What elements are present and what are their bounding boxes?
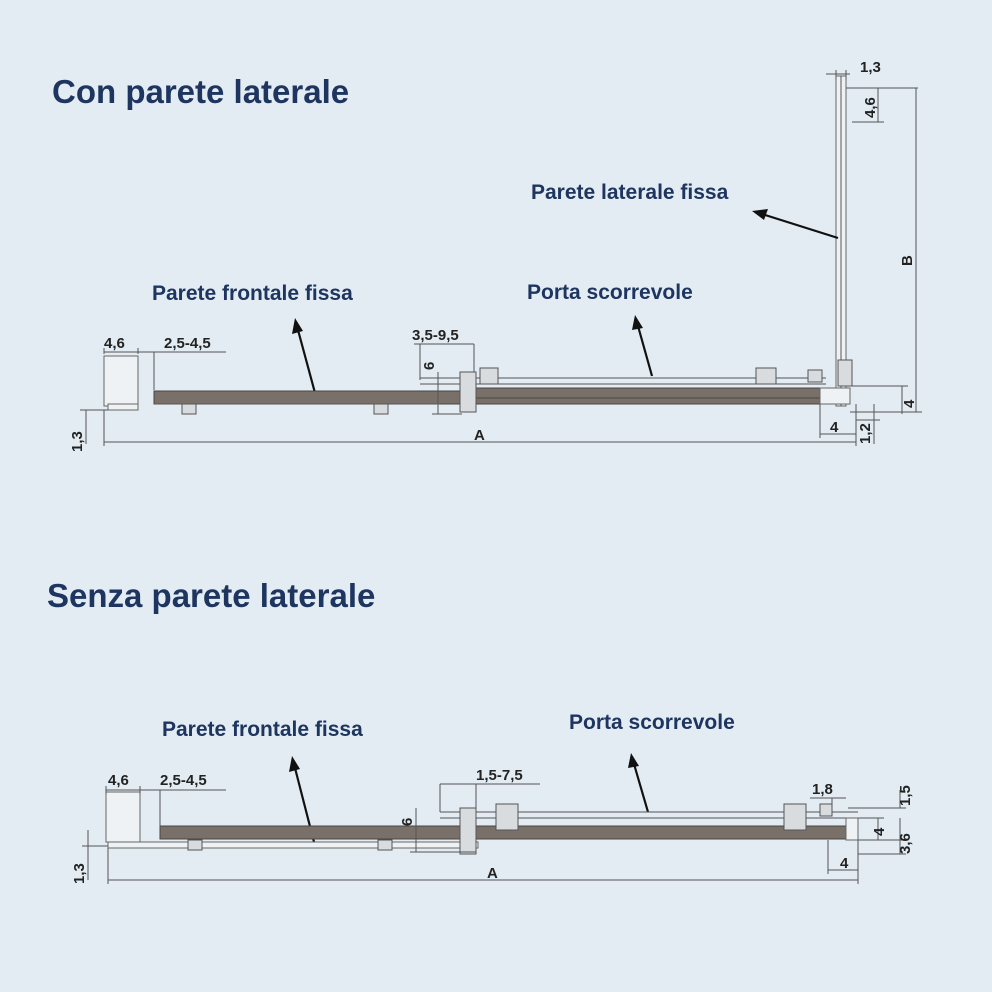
top-title: Con parete laterale xyxy=(52,73,350,110)
door-end-profile-top xyxy=(820,388,850,404)
dim-top-4-bottom-label: 4 xyxy=(830,419,839,436)
dim-bottom-4-right-label: 4 xyxy=(871,827,888,836)
door-roller-2-top xyxy=(756,368,776,384)
arrow-door-bottom xyxy=(634,764,648,812)
dim-bottom-1-3-left-label: 1,3 xyxy=(71,863,88,884)
dim-top-1-2 xyxy=(856,404,880,444)
arrowhead-side-wall xyxy=(752,209,768,220)
dim-bottom-1-5-7-5-label: 1,5-7,5 xyxy=(476,767,523,784)
dim-top-1-3-left-label: 1,3 xyxy=(69,431,86,452)
dim-bottom-1-5 xyxy=(848,785,914,808)
dim-bottom-4-bottom xyxy=(828,840,858,874)
dim-B-label: B xyxy=(899,255,916,266)
wall-profile-left-top xyxy=(104,356,138,406)
dim-bottom-1-8 xyxy=(810,781,846,806)
dim-bottom-1-8-label: 1,8 xyxy=(812,781,833,798)
dim-top-2-5-4-5 xyxy=(138,335,226,390)
wall-profile-left-bottom xyxy=(106,792,140,842)
door-stop-top xyxy=(808,370,822,382)
dim-top-3-5-9-5-label: 3,5-9,5 xyxy=(412,327,459,344)
door-panel-top xyxy=(460,388,824,398)
door-roller-2-bottom xyxy=(784,804,806,830)
dim-top-4-6-label: 4,6 xyxy=(862,97,879,118)
dim-bottom-1-5-label: 1,5 xyxy=(897,785,914,806)
wall-profile-foot-top xyxy=(108,404,138,410)
dim-top-6 xyxy=(421,362,462,414)
door-end-profile-bottom xyxy=(846,818,858,840)
dim-bottom-4-bottom-label: 4 xyxy=(840,855,849,872)
front-foot-2-top xyxy=(374,404,388,414)
dim-top-2-5-4-5-label: 2,5-4,5 xyxy=(164,335,211,352)
front-foot-2-bottom xyxy=(378,840,392,850)
dim-bottom-left-4-6 xyxy=(106,772,140,794)
door-roller-1-bottom xyxy=(496,804,518,830)
dim-bottom-1-3-left xyxy=(71,830,108,884)
dim-top-4-bottom xyxy=(820,404,856,438)
dim-top-left-4-6-label: 4,6 xyxy=(104,335,125,352)
arrowhead-door-top xyxy=(632,315,643,330)
dim-top-1-3-left xyxy=(69,410,108,452)
side-wall-hinge xyxy=(838,360,852,386)
dim-top-4-6 xyxy=(846,88,918,122)
arrow-door-top xyxy=(638,326,652,376)
dim-top-left-4-6 xyxy=(104,335,138,354)
label-side-wall: Parete laterale fissa xyxy=(531,181,729,204)
label-front-wall-top: Parete frontale fissa xyxy=(152,282,353,305)
dim-top-1-2-label: 1,2 xyxy=(857,423,874,444)
door-clamp-bottom xyxy=(460,808,476,854)
label-door-bottom: Porta scorrevole xyxy=(569,711,735,734)
bottom-section xyxy=(47,577,914,884)
dim-top-1-3-label: 1,3 xyxy=(860,59,881,76)
dim-top-A-label: A xyxy=(474,427,485,444)
door-roller-1-top xyxy=(480,368,498,384)
front-foot-1-top xyxy=(182,404,196,414)
door-clamp-top xyxy=(460,372,476,412)
dim-top-6-label: 6 xyxy=(421,361,438,370)
top-section xyxy=(52,59,922,452)
label-front-wall-bottom: Parete frontale fissa xyxy=(162,718,363,741)
dim-bottom-2-5-4-5-label: 2,5-4,5 xyxy=(160,772,207,789)
dim-bottom-A-label: A xyxy=(487,865,498,882)
bottom-rail-bottom xyxy=(108,842,478,848)
dim-B xyxy=(850,88,922,412)
dim-top-4-right xyxy=(850,386,918,414)
dim-bottom-left-4-6-label: 4,6 xyxy=(108,772,129,789)
front-foot-1-bottom xyxy=(188,840,202,850)
bottom-title: Senza parete laterale xyxy=(47,577,376,614)
arrowhead-front-wall-top xyxy=(292,318,303,334)
label-door-top: Porta scorrevole xyxy=(527,281,693,304)
dim-bottom-4-right xyxy=(858,818,888,840)
dim-top-1-3 xyxy=(826,59,881,80)
dim-bottom-6-label: 6 xyxy=(399,817,416,826)
arrowhead-front-wall-bottom xyxy=(289,756,300,772)
dim-top-A xyxy=(104,404,856,446)
dim-top-4-right-label: 4 xyxy=(901,399,918,408)
arrow-side-wall xyxy=(762,214,838,238)
arrowhead-door-bottom xyxy=(628,753,639,768)
dim-bottom-3-6-label: 3,6 xyxy=(897,833,914,854)
door-stop-bottom xyxy=(820,804,832,816)
dim-bottom-2-5-4-5 xyxy=(140,772,226,826)
dim-bottom-1-5-7-5 xyxy=(440,767,540,812)
